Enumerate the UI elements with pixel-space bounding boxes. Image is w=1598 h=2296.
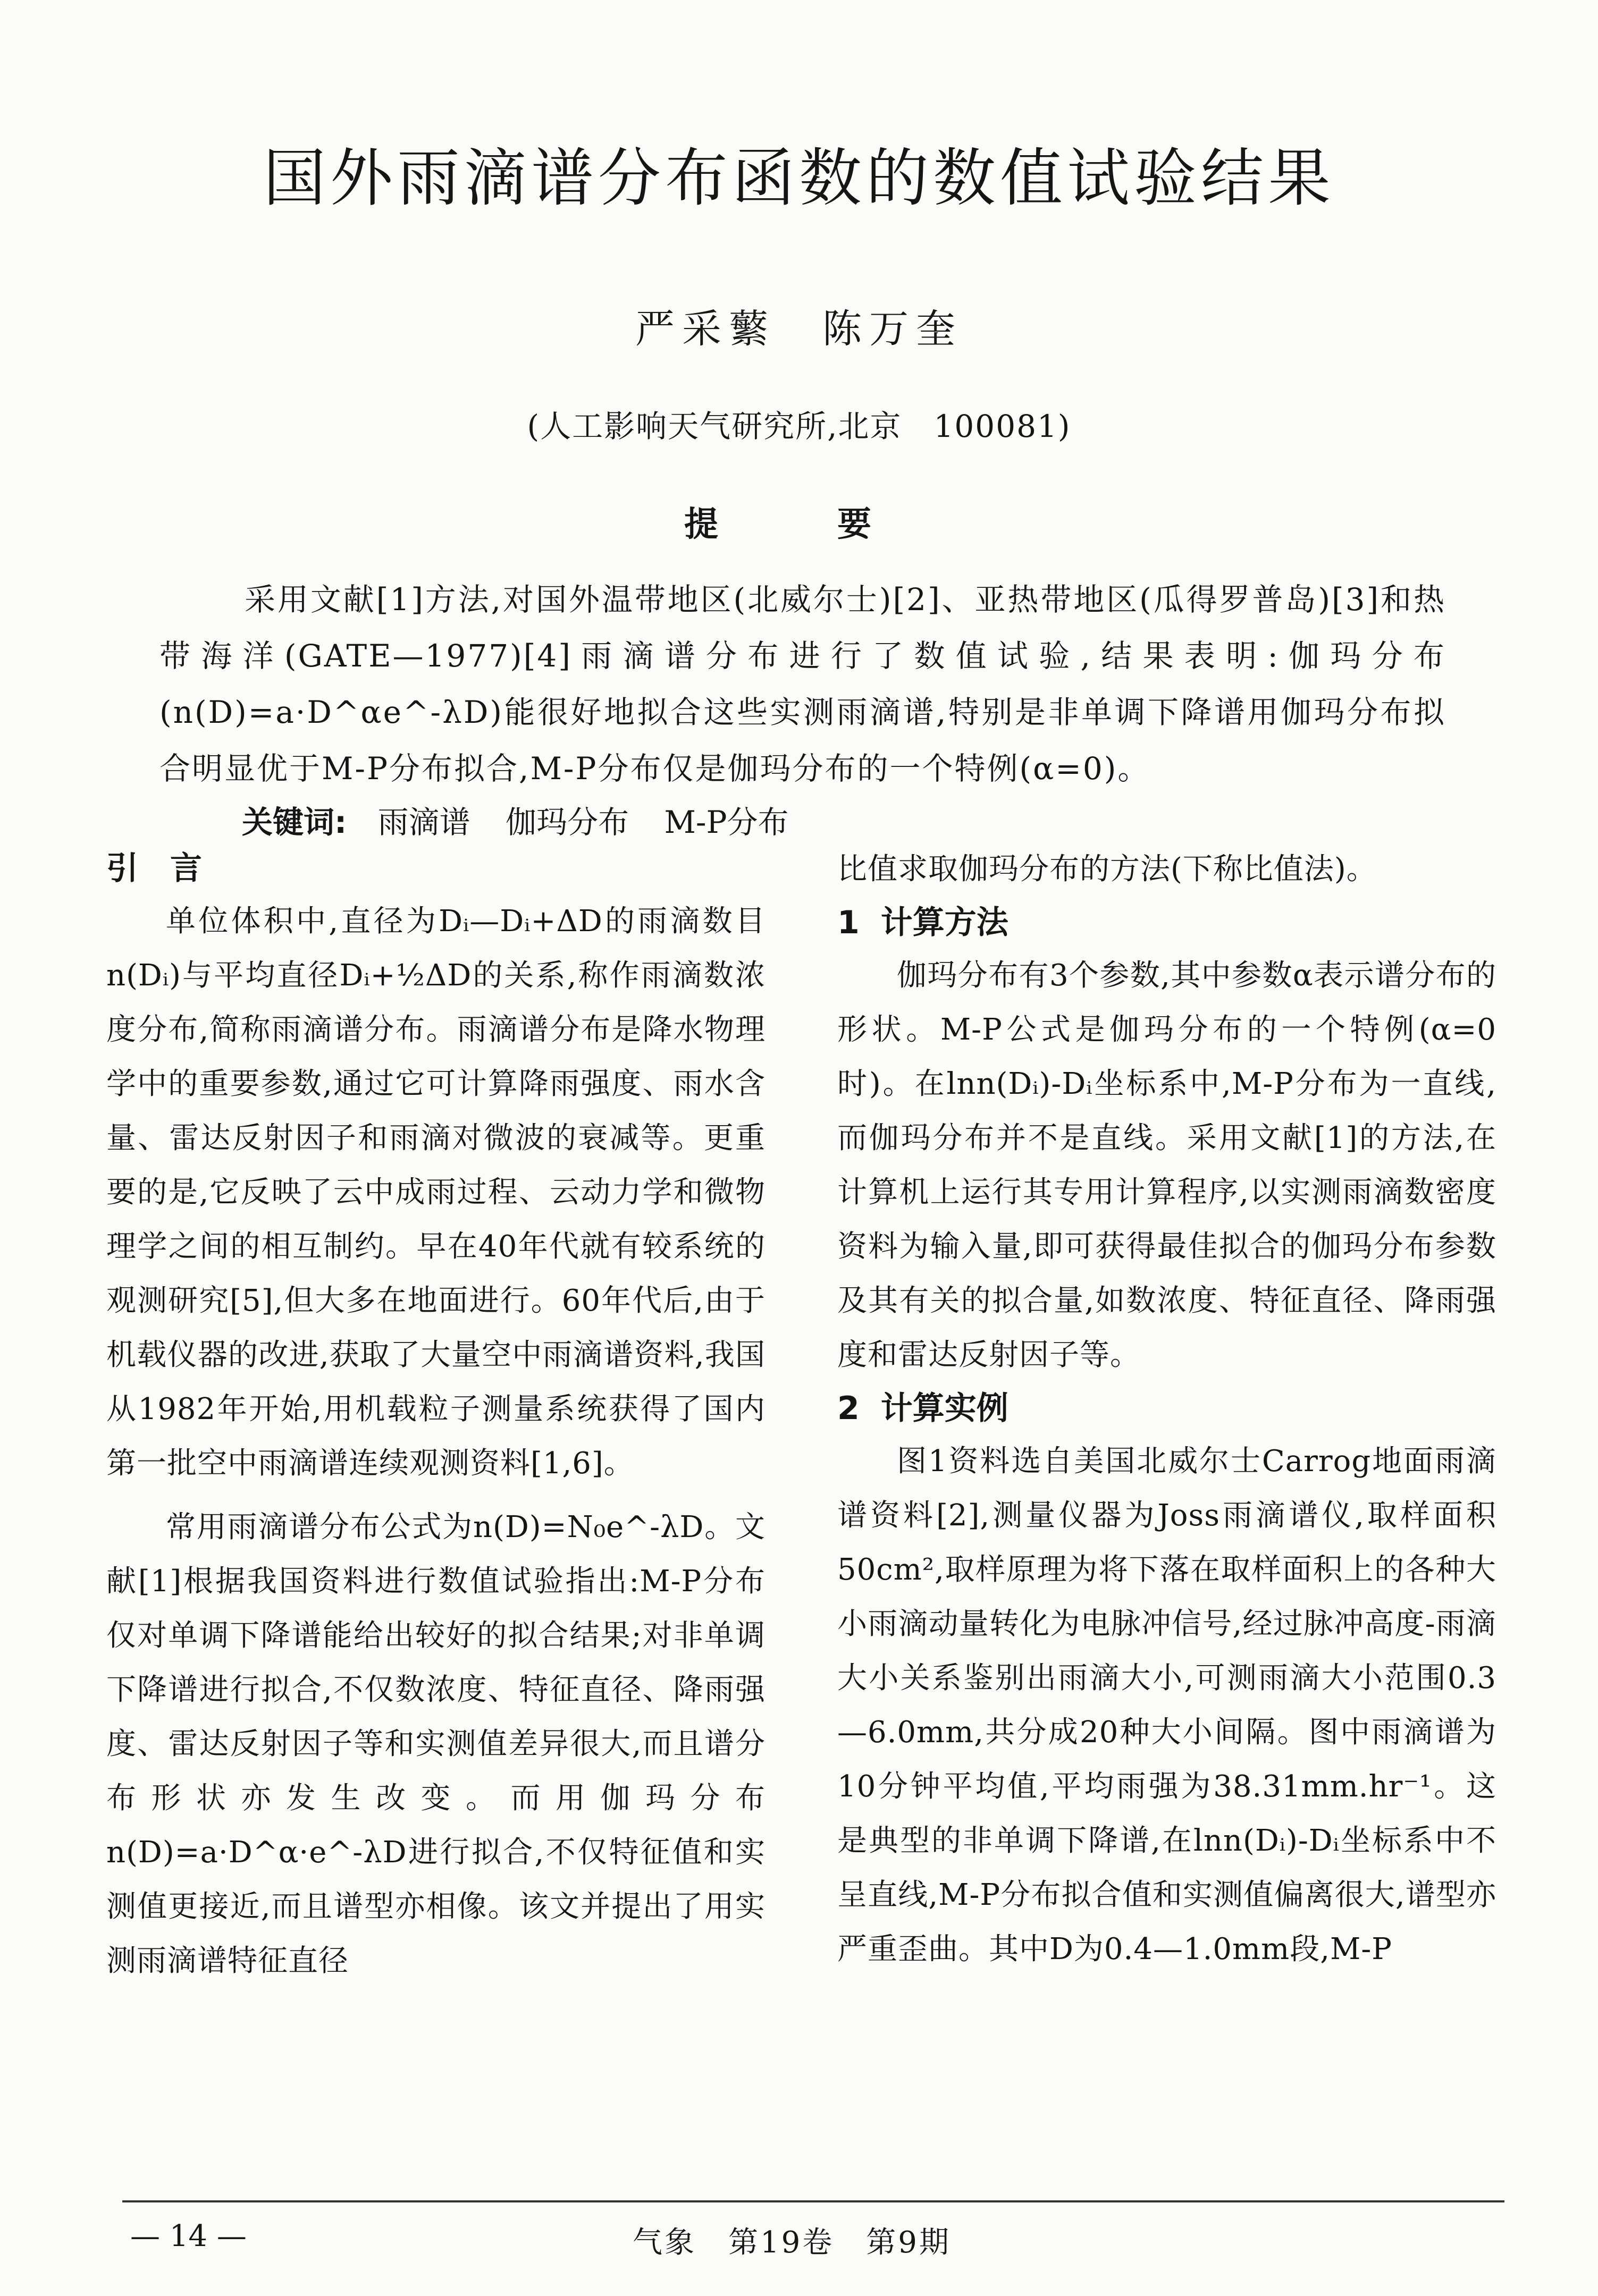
- intro-paragraph-2: 常用雨滴谱分布公式为n(D)=N₀e^-λD。文献[1]根据我国资料进行数值试验指出:M-P分布仅对单调下降谱能给出较好的拟合结果;对非单调下降谱进行拟合,不仅数浓度、特征直径、降雨强度、雷达反射因子等和实测值差异很大,而且谱分布形状亦发生改变。而用伽玛分布n(D)=a·D^α·e^-λD进行拟合,不仅特征值和实测值更接近,而且谱型亦相像。该文并提出了用实测雨滴谱特征直径: [106, 1510, 766, 1978]
- abstract-text: 采用文献[1]方法,对国外温带地区(北威尔士)[2]、亚热带地区(瓜得罗普岛)[3]和热带海洋(GATE—1977)[4]雨滴谱分布进行了数值试验,结果表明:伽玛分布(n(D)=a·D^αe^-λD)能很好地拟合这些实测雨滴谱,特别是非单调下降谱用伽玛分布拟合明显优于M-P分布拟合,M-P分布仅是伽玛分布的一个特例(α=0)。: [159, 581, 1446, 787]
- section-2-number: 2: [837, 1390, 860, 1427]
- section-1-number: 1: [837, 904, 860, 941]
- page-number: — 14 —: [130, 2219, 247, 2253]
- intro-heading: 引 言: [106, 850, 202, 887]
- right-column: [837, 842, 1496, 1977]
- intro-continuation: 比值求取伽玛分布的方法(下称比值法)。: [837, 852, 1377, 887]
- left-column: [106, 842, 766, 1988]
- section-1-title: 计算方法: [880, 904, 1008, 941]
- keywords: [242, 797, 814, 842]
- abstract-heading: 提 要: [684, 505, 914, 544]
- affiliation: (人工影响天气研究所,北京 100081): [527, 408, 1071, 444]
- keyword: 伽玛分布: [506, 804, 629, 840]
- authors: 严采蘩 陈万奎: [635, 306, 963, 352]
- journal-info: 气象 第19卷 第9期: [633, 2225, 951, 2260]
- section-2-text: 图1资料选自美国北威尔士Carrog地面雨滴谱资料[2],测量仪器为Joss雨滴谱仪,取样面积50cm²,取样原理为将下落在取样面积上的各种大小雨滴动量转化为电脉冲信号,经过脉冲高度-雨滴大小关系鉴别出雨滴大小,可测雨滴大小范围0.3—6.0mm,共分成20种大小间隔。图中雨滴谱为10分钟平均值,平均雨强为38.31mm.hr⁻¹。这是典型的非单调下降谱,在lnn(Dᵢ)-Dᵢ坐标系中不呈直线,M-P分布拟合值和实测值偏离很大,谱型亦严重歪曲。其中D为0.4—1.0mm段,M-P: [837, 1444, 1496, 1966]
- section-2-title: 计算实例: [880, 1390, 1008, 1427]
- section-1-heading: [837, 897, 1496, 949]
- section-2-heading: [837, 1382, 1496, 1434]
- section-1-text: 伽玛分布有3个参数,其中参数α表示谱分布的形状。M-P公式是伽玛分布的一个特例(α=0时)。在lnn(Dᵢ)-Dᵢ坐标系中,M-P分布为一直线,而伽玛分布并不是直线。采用文献[1]的方法,在计算机上运行其专用计算程序,以实测雨滴数密度资料为输入量,即可获得最佳拟合的伽玛分布参数及其有关的拟合量,如数浓度、特征直径、降雨强度和雷达反射因子等。: [837, 958, 1496, 1372]
- footer-divider: [122, 2200, 1504, 2202]
- keyword: M-P分布: [664, 804, 789, 840]
- page-footer: [0, 2219, 1598, 2261]
- keywords-label: 关键词:: [242, 804, 347, 840]
- keyword: 雨滴谱: [377, 804, 470, 840]
- paper-title: 国外雨滴谱分布函数的数值试验结果: [263, 141, 1335, 215]
- intro-paragraph-1: 单位体积中,直径为Dᵢ—Dᵢ+ΔD的雨滴数目n(Dᵢ)与平均直径Dᵢ+½ΔD的关系,称作雨滴数浓度分布,简称雨滴谱分布。雨滴谱分布是降水物理学中的重要参数,通过它可计算降雨强度、雨水含量、雷达反射因子和雨滴对微波的衰减等。更重要的是,它反映了云中成雨过程、云动力学和微物理学之间的相互制约。早在40年代就有较系统的观测研究[5],但大多在地面进行。60年代后,由于机载仪器的改进,获取了大量空中雨滴谱资料,我国从1982年开始,用机载粒子测量系统获得了国内第一批空中雨滴谱连续观测资料[1,6]。: [106, 904, 766, 1481]
